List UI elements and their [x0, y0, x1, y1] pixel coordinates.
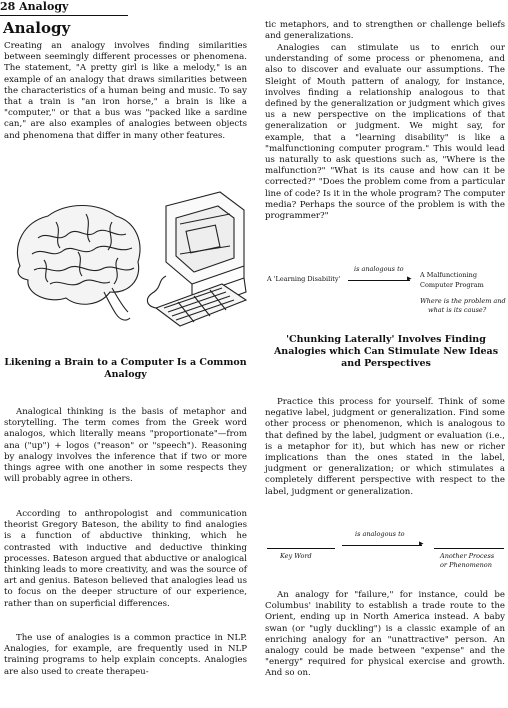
paragraph-failure-analogy: An analogy for "failure," for instance, could be Columbus' inability to establish a trade route to the Orient, ending up in North America instead. A baby swan (or "ugly duckling") is a classic example of an enriching analogy for an "unattractive" person. An analogy could be made between "expense" and the "energy" required for physical exercise and growth. And so on.: [265, 590, 505, 679]
figure-caption: Likening a Brain to a Computer Is a Common Analogy: [4, 357, 247, 380]
paragraph-stimulate: Analogies can stimulate us to enrich our understanding of some process or phenomena, and also to discover and evaluate our assumptions. The Sleight of Mouth pattern of analogy, for instance, involves finding a relationship analogous to that defined by the generalization or judgment which gives us a new perspective on the implications of that generalization or judgment. We might say, for example, that a "learning disability" is like a "malfunctioning computer program." This would lead us naturally to ask questions such as, "Where is the malfunction?" "What is its cause and how can it be corrected?" "Does the problem come from a particular line of code? Is it in the whole program? The computer media? Perhaps the source of the problem is with the programmer?": [265, 43, 505, 222]
header-rule: [0, 15, 128, 16]
diagram2-right-label-1: Another Process: [440, 552, 495, 560]
diagram2-arrow-label: is analogous to: [355, 530, 405, 538]
paragraph-practice: Practice this process for yourself. Think of some negative label, judgment or generalization. Find some other process or phenomenon, which is analogous to that defined by the label, judgment or evaluation (i.e., is a metaphor for it), but which has new or richer implications than the ones stated in the label, judgment or generalization; or which stimulates a completely different perspective with respect to the label, judgment or generalization.: [265, 397, 505, 497]
diagram2-right-label-2: or Phenomenon: [440, 561, 492, 569]
intro-paragraph: Creating an analogy involves finding similarities between seemingly different processes or phenomena. The statement, "A pretty girl is like a melody," is an example of an analogy that draws similarities between the characteristics of a human being and music. To say that a train is "an iron horse," a brain is like a "computer," or that a bus was "packed like a sardine can," are also examples of analogies between objects and phenomena that differ in many other features.: [4, 41, 247, 141]
diagram2-left-label: Key Word: [280, 552, 312, 560]
diagram2-right-line: [434, 548, 504, 549]
section-title: Analogy: [3, 19, 71, 37]
diagram1-note-1: Where is the problem and: [420, 297, 506, 305]
diagram1-arrow-head: ▸: [407, 274, 412, 284]
diagram1-arrow-line: [348, 280, 410, 281]
paragraph-analogical-thinking: Analogical thinking is the basis of metaphor and storytelling. The term comes from the Greek word analogos, which literally means "proportionate"—from ana ("up") + logos ("reason" or "speech"). Reasoning by analogy involves the inference that if two or more things agree with one another in some respects they will probably agree in others.: [4, 407, 247, 485]
brain-icon: [18, 206, 140, 321]
paragraph-bateson: According to anthropologist and communication theorist Gregory Bateson, the ability to find analogies is a function of abductive thinking, which he contrasted with inductive and deductive thinking processes. Bateson argued that abductive or analogical thinking leads to more creativity, and was the source of art and genius. Bateson believed that analogies lead us to focus on the deeper structure of our experience, rather than on superficial differences.: [4, 509, 247, 609]
chunking-laterally-caption: 'Chunking Laterally' Involves Finding Analogies which Can Stimulate New Ideas and Perspectives: [273, 334, 499, 369]
paragraph-continued: tic metaphors, and to strengthen or challenge beliefs and generalizations.: [265, 20, 505, 42]
diagram1-right-label-1: A Malfunctioning: [420, 271, 478, 279]
diagram2-arrow-line: [342, 545, 422, 546]
diagram1-arrow-label: is analogous to: [354, 265, 404, 273]
page-header: 28 Analogy: [0, 0, 69, 13]
diagram1-right-label-2: Computer Program: [420, 281, 484, 289]
diagram1-note-2: what is its cause?: [428, 306, 487, 314]
diagram2-left-line: [267, 548, 335, 549]
paragraph-nlp-usage: The use of analogies is a common practice in NLP. Analogies, for example, are frequently used in NLP training programs to help explain concepts. Analogies are also used to create therapeu-: [4, 633, 247, 677]
brain-computer-illustration: [8, 188, 248, 338]
computer-icon: [147, 192, 246, 326]
diagram1-left-label: A 'Learning Disability': [267, 275, 341, 283]
diagram2-arrow-head: ▸: [419, 539, 424, 549]
